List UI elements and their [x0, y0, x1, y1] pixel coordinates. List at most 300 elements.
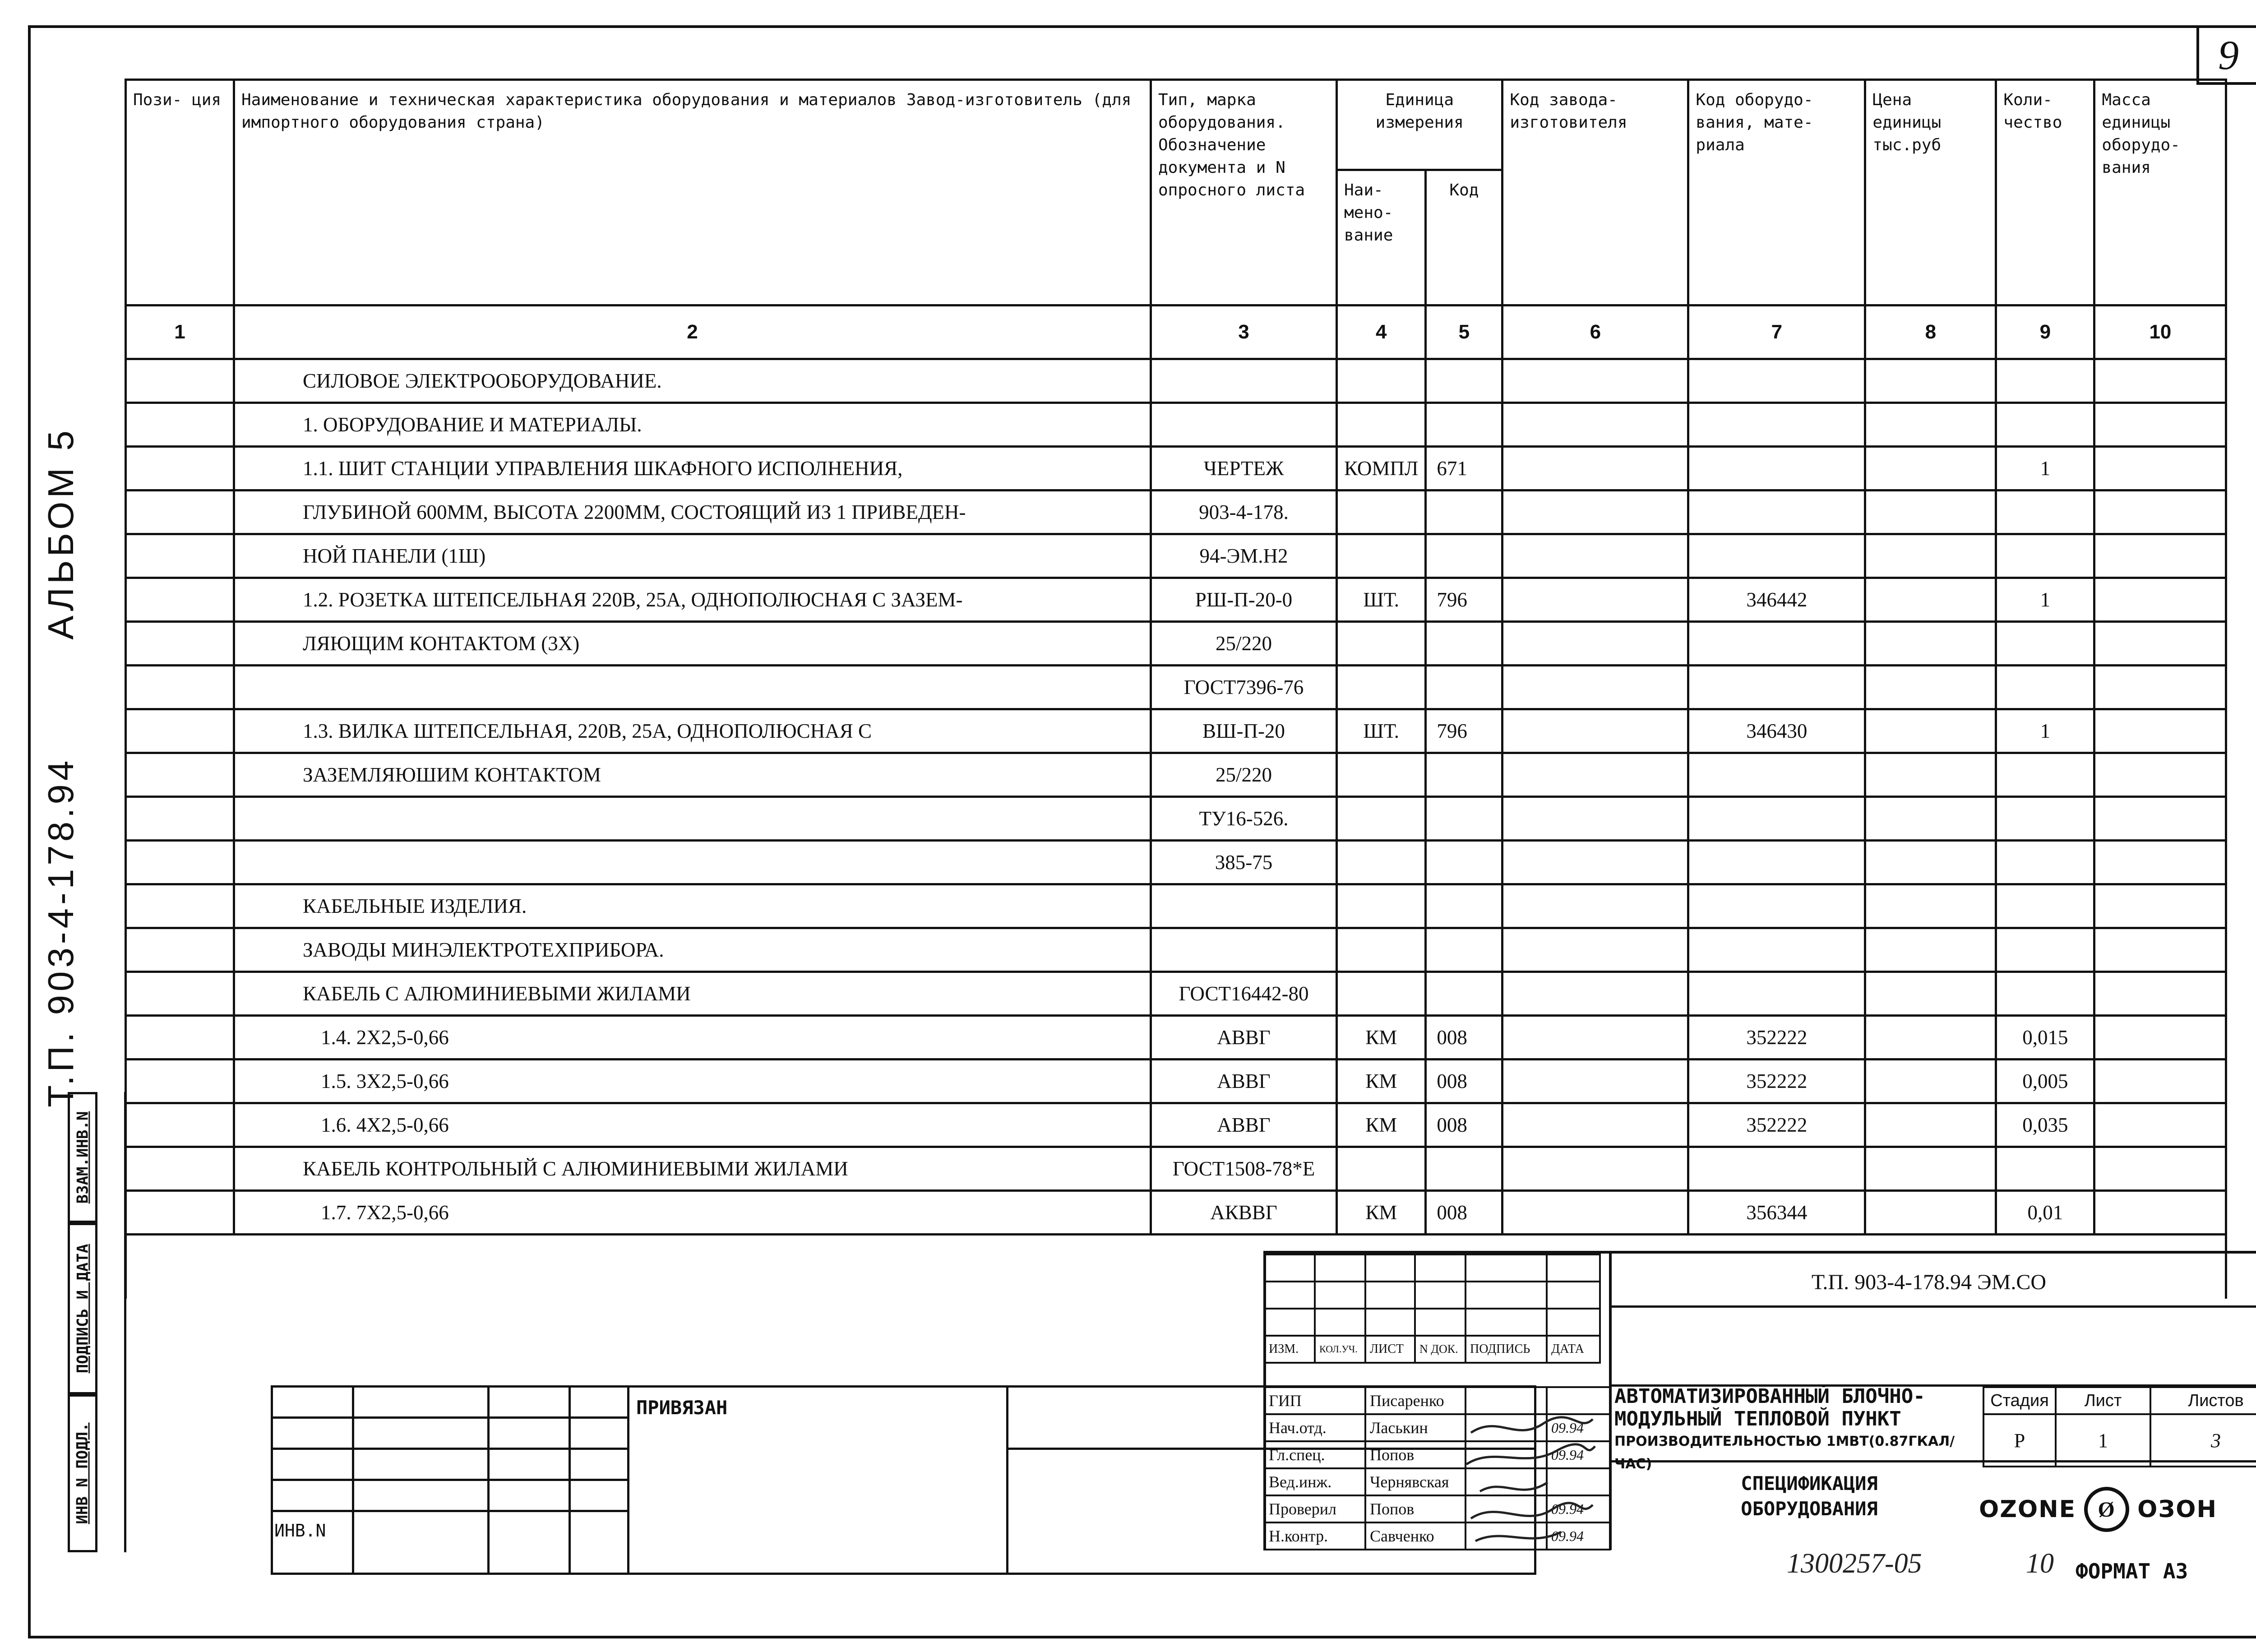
cell-mass: [2094, 1147, 2226, 1191]
cell-ucode: 671: [1426, 447, 1502, 491]
header-unit-code: Код: [1426, 170, 1502, 305]
cell-name: СИЛОВОЕ ЭЛЕКТРООБОРУДОВАНИЕ.: [234, 359, 1151, 403]
col-number: 10: [2094, 305, 2226, 359]
cell-qty: [1996, 841, 2094, 884]
cell-price: [1865, 578, 1996, 622]
cell-price: [1865, 534, 1996, 578]
cell-unit: [1337, 841, 1426, 884]
side-title: [32, 406, 90, 1128]
cell-name: [234, 797, 1151, 841]
cell-ucode: [1426, 972, 1502, 1016]
signature-name: Попов: [1365, 1495, 1465, 1522]
header-equipment-code: Код оборудо-вания, мате-риала: [1688, 80, 1865, 305]
cell-price: [1865, 1103, 1996, 1147]
cell-unit: КМ: [1337, 1060, 1426, 1103]
cell-price: [1865, 403, 1996, 447]
signature-date: 09.94: [1547, 1495, 1610, 1522]
cell-mcode: [1502, 709, 1688, 753]
stage-label: Стадия: [1983, 1387, 2056, 1414]
cell-ucode: [1426, 797, 1502, 841]
strip-original-inv: ИНВ N ПОДЛ.: [68, 1394, 97, 1552]
signature-row: [1264, 1387, 1610, 1414]
header-maker-code: Код завода-изготовителя: [1502, 80, 1688, 305]
cell-name: 1.7. 7Х2,5-0,66: [234, 1191, 1151, 1235]
cell-ecode: [1688, 841, 1865, 884]
cell-pos: [126, 709, 234, 753]
cell-ucode: [1426, 359, 1502, 403]
signature-role: Гл.спец.: [1264, 1441, 1365, 1468]
header-position: Пози- ция: [126, 80, 234, 305]
cell-pos: [126, 928, 234, 972]
table-row: [126, 666, 2226, 709]
table-row: [126, 491, 2226, 534]
cell-name: 1.6. 4Х2,5-0,66: [234, 1103, 1151, 1147]
cell-price: [1865, 841, 1996, 884]
cell-ecode: [1688, 797, 1865, 841]
cell-unit: [1337, 797, 1426, 841]
col-number: 1: [126, 305, 234, 359]
cell-type: 903-4-178.: [1151, 491, 1337, 534]
title-line-1: АВТОМАТИЗИРОВАННЫЙ БЛОЧНО-: [1614, 1385, 1925, 1408]
cell-price: [1865, 709, 1996, 753]
cell-name: 1.5. 3Х2,5-0,66: [234, 1060, 1151, 1103]
cell-type: [1151, 928, 1337, 972]
cell-qty: 0,015: [1996, 1016, 2094, 1060]
cell-pos: [126, 753, 234, 797]
table-row: [126, 447, 2226, 491]
format-label: ФОРМАТ А3: [2076, 1559, 2188, 1583]
cell-name: КАБЕЛЬ КОНТРОЛЬНЫЙ С АЛЮМИНИЕВЫМИ ЖИЛАМИ: [234, 1147, 1151, 1191]
cell-mcode: [1502, 403, 1688, 447]
col-number: 4: [1337, 305, 1426, 359]
cell-ecode: 356344: [1688, 1191, 1865, 1235]
sheets-label: Листов: [2150, 1387, 2256, 1414]
cell-ucode: 008: [1426, 1191, 1502, 1235]
cell-ucode: [1426, 928, 1502, 972]
table-row: [126, 403, 2226, 447]
cell-mass: [2094, 666, 2226, 709]
header-unit-name: Наи- мено- вание: [1337, 170, 1426, 305]
cell-unit: КМ: [1337, 1103, 1426, 1147]
cell-unit: [1337, 666, 1426, 709]
sheet-label: Лист: [2056, 1387, 2150, 1414]
project-code: Т.П. 903-4-178.94: [41, 757, 81, 1107]
cell-mcode: [1502, 447, 1688, 491]
cell-ecode: [1688, 491, 1865, 534]
cell-pos: [126, 534, 234, 578]
sheet-value: 1: [2056, 1414, 2150, 1467]
spec-line-2: ОБОРУДОВАНИЯ: [1741, 1498, 1878, 1520]
cell-mass: [2094, 534, 2226, 578]
cell-name: 1.3. ВИЛКА ШТЕПСЕЛЬНАЯ, 220В, 25А, ОДНОПОЛЮСНАЯ С: [234, 709, 1151, 753]
signature-date: 09.94: [1547, 1414, 1610, 1441]
header-name: Наименование и техническая характеристика оборудования и материалов Завод-изготовитель (для импортного оборудования страна): [234, 80, 1151, 305]
cell-mcode: [1502, 797, 1688, 841]
cell-type: 385-75: [1151, 841, 1337, 884]
cell-price: [1865, 1147, 1996, 1191]
cell-ecode: [1688, 972, 1865, 1016]
cell-ecode: [1688, 359, 1865, 403]
cell-ecode: 352222: [1688, 1016, 1865, 1060]
cell-mass: [2094, 928, 2226, 972]
cell-unit: [1337, 534, 1426, 578]
cell-qty: [1996, 534, 2094, 578]
company-logo: [1954, 1482, 2242, 1536]
spec-rows: [126, 359, 2226, 1235]
strip-signature-date: ПОДПИСЬ И ДАТА: [68, 1223, 97, 1394]
table-row: [126, 578, 2226, 622]
cell-ecode: 346430: [1688, 709, 1865, 753]
cell-mass: [2094, 884, 2226, 928]
cell-mass: [2094, 578, 2226, 622]
cell-ecode: 346442: [1688, 578, 1865, 622]
cell-type: РШ-П-20-0: [1151, 578, 1337, 622]
rev-col-header: ИЗМ.: [1264, 1336, 1315, 1363]
cell-mcode: [1502, 1147, 1688, 1191]
signature-scribbles-icon: [1462, 1415, 1597, 1550]
title-line-3: ПРОИЗВОДИТЕЛЬНОСТЬЮ 1МВТ(0.87ГКАЛ/ЧАС): [1614, 1434, 1955, 1472]
cell-name: КАБЕЛЬНЫЕ ИЗДЕЛИЯ.: [234, 884, 1151, 928]
rev-col-header: ДАТА: [1547, 1336, 1600, 1363]
signature-role: Н.контр.: [1264, 1522, 1365, 1550]
cell-unit: [1337, 359, 1426, 403]
cell-type: 25/220: [1151, 622, 1337, 666]
table-row: [126, 797, 2226, 841]
cell-pos: [126, 359, 234, 403]
cell-price: [1865, 797, 1996, 841]
cell-type: ГОСТ16442-80: [1151, 972, 1337, 1016]
cell-ecode: [1688, 884, 1865, 928]
cell-ucode: 796: [1426, 709, 1502, 753]
inventory-label: ИНВ.N: [274, 1521, 326, 1541]
table-row: [126, 884, 2226, 928]
signature-role: Нач.отд.: [1264, 1414, 1365, 1441]
cell-mass: [2094, 1191, 2226, 1235]
column-numbers: [126, 305, 2226, 359]
cell-mass: [2094, 1060, 2226, 1103]
sheet-title: [1642, 1471, 1976, 1522]
cell-mass: [2094, 841, 2226, 884]
cell-type: АКВВГ: [1151, 1191, 1337, 1235]
cell-name: 1. ОБОРУДОВАНИЕ И МАТЕРИАЛЫ.: [234, 403, 1151, 447]
cell-ucode: [1426, 884, 1502, 928]
cell-qty: [1996, 928, 2094, 972]
sheet-number: 9: [2196, 28, 2256, 85]
table-row: [126, 534, 2226, 578]
cell-mcode: [1502, 1016, 1688, 1060]
cell-mcode: [1502, 972, 1688, 1016]
cell-ucode: [1426, 666, 1502, 709]
cell-type: 25/220: [1151, 753, 1337, 797]
signature-date: 09.94: [1547, 1522, 1610, 1550]
cell-unit: [1337, 884, 1426, 928]
binding-label: ПРИВЯЗАН: [636, 1397, 728, 1419]
strip-replace-inv: ВЗАМ.ИНВ.N: [68, 1092, 97, 1223]
project-title: [1614, 1385, 1980, 1476]
cell-mass: [2094, 797, 2226, 841]
cell-name: 1.4. 2Х2,5-0,66: [234, 1016, 1151, 1060]
signature-field: [1465, 1387, 1547, 1414]
cell-mcode: [1502, 578, 1688, 622]
col-number: 3: [1151, 305, 1337, 359]
cell-mcode: [1502, 753, 1688, 797]
cell-qty: [1996, 359, 2094, 403]
cell-pos: [126, 1191, 234, 1235]
cell-qty: 1: [1996, 447, 2094, 491]
cell-mcode: [1502, 1191, 1688, 1235]
album-label: АЛЬБОМ 5: [41, 427, 81, 640]
cell-mass: [2094, 1016, 2226, 1060]
cell-qty: [1996, 403, 2094, 447]
cell-ucode: [1426, 403, 1502, 447]
cell-ecode: 352222: [1688, 1103, 1865, 1147]
cell-pos: [126, 403, 234, 447]
col-number: 5: [1426, 305, 1502, 359]
cell-type: ТУ16-526.: [1151, 797, 1337, 841]
cell-qty: 0,01: [1996, 1191, 2094, 1235]
signature-role: ГИП: [1264, 1387, 1365, 1414]
cell-price: [1865, 447, 1996, 491]
cell-unit: КОМПЛ: [1337, 447, 1426, 491]
rev-col-header: ЛИСТ: [1365, 1336, 1415, 1363]
revision-grid: [1263, 1254, 1601, 1364]
cell-mass: [2094, 753, 2226, 797]
cell-name: КАБЕЛЬ С АЛЮМИНИЕВЫМИ ЖИЛАМИ: [234, 972, 1151, 1016]
header-unit-group: Единица измерения: [1337, 80, 1502, 170]
signature-role: Проверил: [1264, 1495, 1365, 1522]
col-number: 2: [234, 305, 1151, 359]
cell-unit: [1337, 1147, 1426, 1191]
cell-ecode: [1688, 928, 1865, 972]
cell-ucode: 008: [1426, 1060, 1502, 1103]
cell-mcode: [1502, 491, 1688, 534]
header-mass: Масса единицы оборудо-вания: [2094, 80, 2226, 305]
col-number: 6: [1502, 305, 1688, 359]
cell-name: ЛЯЮЩИМ КОНТАКТОМ (3Х): [234, 622, 1151, 666]
cell-ucode: 008: [1426, 1016, 1502, 1060]
cell-pos: [126, 1016, 234, 1060]
cell-mcode: [1502, 622, 1688, 666]
cell-pos: [126, 578, 234, 622]
cell-ucode: [1426, 622, 1502, 666]
signature-name: Ласькин: [1365, 1414, 1465, 1441]
cell-ecode: [1688, 622, 1865, 666]
cell-type: ГОСТ7396-76: [1151, 666, 1337, 709]
cell-type: [1151, 884, 1337, 928]
cell-qty: [1996, 622, 2094, 666]
cell-price: [1865, 1016, 1996, 1060]
cell-ecode: [1688, 753, 1865, 797]
cell-price: [1865, 928, 1996, 972]
cell-unit: [1337, 753, 1426, 797]
table-row: [126, 928, 2226, 972]
cell-pos: [126, 447, 234, 491]
cell-name: 1.2. РОЗЕТКА ШТЕПСЕЛЬНАЯ 220В, 25А, ОДНОПОЛЮСНАЯ С ЗАЗЕМ-: [234, 578, 1151, 622]
cell-price: [1865, 622, 1996, 666]
table-row: [126, 841, 2226, 884]
table-row: [126, 359, 2226, 403]
table-row: [126, 709, 2226, 753]
cell-name: 1.1. ШИТ СТАНЦИИ УПРАВЛЕНИЯ ШКАФНОГО ИСПОЛНЕНИЯ,: [234, 447, 1151, 491]
cell-price: [1865, 359, 1996, 403]
cell-qty: 0,035: [1996, 1103, 2094, 1147]
spec-line-1: СПЕЦИФИКАЦИЯ: [1741, 1472, 1878, 1495]
signature-name: Чернявская: [1365, 1468, 1465, 1495]
cell-mass: [2094, 1103, 2226, 1147]
cell-qty: [1996, 972, 2094, 1016]
header-price: Цена единицы тыс.руб: [1865, 80, 1996, 305]
cell-pos: [126, 841, 234, 884]
cell-price: [1865, 1191, 1996, 1235]
document-code: Т.П. 903-4-178.94 ЭМ.СО: [1811, 1270, 2047, 1294]
cell-price: [1865, 884, 1996, 928]
cell-pos: [126, 491, 234, 534]
rev-col-header: ПОДПИСЬ: [1465, 1336, 1547, 1363]
signature-name: Попов: [1365, 1441, 1465, 1468]
cell-price: [1865, 1060, 1996, 1103]
cell-mass: [2094, 972, 2226, 1016]
rev-col-header: КОЛ.УЧ.: [1315, 1336, 1365, 1363]
logo-mark-icon: Ø: [2084, 1487, 2129, 1532]
handwritten-page: 10: [2026, 1548, 2054, 1579]
cell-mcode: [1502, 884, 1688, 928]
cell-pos: [126, 1147, 234, 1191]
cell-name: ЗАВОДЫ МИНЭЛЕКТРОТЕХПРИБОРА.: [234, 928, 1151, 972]
table-row: [126, 1016, 2226, 1060]
cell-mass: [2094, 491, 2226, 534]
cell-mcode: [1502, 666, 1688, 709]
strip-spacer: [95, 1092, 126, 1552]
cell-ucode: [1426, 753, 1502, 797]
cell-qty: [1996, 1147, 2094, 1191]
rev-col-header: N ДОК.: [1415, 1336, 1465, 1363]
table-row: [126, 1060, 2226, 1103]
cell-name: [234, 666, 1151, 709]
stage-value: Р: [1983, 1414, 2056, 1467]
col-number: 8: [1865, 305, 1996, 359]
cell-mcode: [1502, 1103, 1688, 1147]
cell-ecode: [1688, 1147, 1865, 1191]
cell-mcode: [1502, 534, 1688, 578]
signature-date: [1547, 1387, 1610, 1414]
handwritten-code: 1300257-05: [1787, 1548, 1922, 1579]
table-row: [126, 972, 2226, 1016]
signature-name: Писаренко: [1365, 1387, 1465, 1414]
cell-name: НОЙ ПАНЕЛИ (1Ш): [234, 534, 1151, 578]
stage-table: [1983, 1386, 2256, 1467]
cell-mass: [2094, 403, 2226, 447]
cell-unit: [1337, 491, 1426, 534]
logo-text-left: OZONE: [1979, 1496, 2076, 1523]
cell-mass: [2094, 622, 2226, 666]
table-row: [126, 753, 2226, 797]
signature-name: Савченко: [1365, 1522, 1465, 1550]
cell-unit: ШТ.: [1337, 709, 1426, 753]
cell-ecode: [1688, 403, 1865, 447]
cell-mass: [2094, 359, 2226, 403]
cell-qty: 0,005: [1996, 1060, 2094, 1103]
cell-mcode: [1502, 359, 1688, 403]
cell-type: [1151, 403, 1337, 447]
cell-price: [1865, 972, 1996, 1016]
cell-pos: [126, 884, 234, 928]
header-quantity: Коли-чество: [1996, 80, 2094, 305]
cell-mcode: [1502, 841, 1688, 884]
col-number: 9: [1996, 305, 2094, 359]
cell-ucode: 008: [1426, 1103, 1502, 1147]
table-row: [126, 622, 2226, 666]
cell-ucode: [1426, 841, 1502, 884]
cell-pos: [126, 972, 234, 1016]
cell-price: [1865, 753, 1996, 797]
cell-pos: [126, 666, 234, 709]
cell-type: АВВГ: [1151, 1016, 1337, 1060]
cell-pos: [126, 1103, 234, 1147]
cell-qty: [1996, 666, 2094, 709]
cell-mcode: [1502, 1060, 1688, 1103]
cell-ecode: 352222: [1688, 1060, 1865, 1103]
cell-ecode: [1688, 666, 1865, 709]
header-type: Тип, марка оборудования. Обозначение документа и N опросного листа: [1151, 80, 1337, 305]
cell-type: АВВГ: [1151, 1060, 1337, 1103]
cell-type: 94-ЭМ.Н2: [1151, 534, 1337, 578]
cell-ecode: [1688, 447, 1865, 491]
signature-date: 09.94: [1547, 1441, 1610, 1468]
cell-pos: [126, 797, 234, 841]
cell-ucode: 796: [1426, 578, 1502, 622]
cell-ucode: [1426, 534, 1502, 578]
specification-table: [125, 79, 2227, 1299]
signature-role: Вед.инж.: [1264, 1468, 1365, 1495]
cell-ucode: [1426, 1147, 1502, 1191]
cell-type: АВВГ: [1151, 1103, 1337, 1147]
cell-unit: [1337, 622, 1426, 666]
cell-name: ЗАЗЕМЛЯЮШИМ КОНТАКТОМ: [234, 753, 1151, 797]
cell-name: ГЛУБИНОЙ 600ММ, ВЫСОТА 2200ММ, СОСТОЯЩИЙ ИЗ 1 ПРИВЕДЕН-: [234, 491, 1151, 534]
cell-price: [1865, 491, 1996, 534]
table-row: [126, 1103, 2226, 1147]
cell-mass: [2094, 447, 2226, 491]
cell-unit: [1337, 928, 1426, 972]
cell-qty: [1996, 491, 2094, 534]
cell-mcode: [1502, 928, 1688, 972]
cell-name: [234, 841, 1151, 884]
cell-type: ЧЕРТЕЖ: [1151, 447, 1337, 491]
table-row: [126, 1191, 2226, 1235]
table-row: [126, 1147, 2226, 1191]
col-number: 7: [1688, 305, 1865, 359]
cell-ucode: [1426, 491, 1502, 534]
cell-qty: 1: [1996, 578, 2094, 622]
cell-price: [1865, 666, 1996, 709]
cell-type: [1151, 359, 1337, 403]
logo-text-right: ОЗОН: [2137, 1496, 2218, 1523]
cell-pos: [126, 1060, 234, 1103]
cell-unit: [1337, 403, 1426, 447]
title-line-2: МОДУЛЬНЫЙ ТЕПЛОВОЙ ПУНКТ: [1614, 1407, 1901, 1430]
sheets-value: 3: [2150, 1414, 2256, 1467]
cell-qty: [1996, 884, 2094, 928]
cell-unit: [1337, 972, 1426, 1016]
cell-ecode: [1688, 534, 1865, 578]
cell-mass: [2094, 709, 2226, 753]
cell-qty: [1996, 797, 2094, 841]
cell-type: ВШ-П-20: [1151, 709, 1337, 753]
cell-unit: КМ: [1337, 1016, 1426, 1060]
cell-pos: [126, 622, 234, 666]
cell-unit: КМ: [1337, 1191, 1426, 1235]
cell-unit: ШТ.: [1337, 578, 1426, 622]
